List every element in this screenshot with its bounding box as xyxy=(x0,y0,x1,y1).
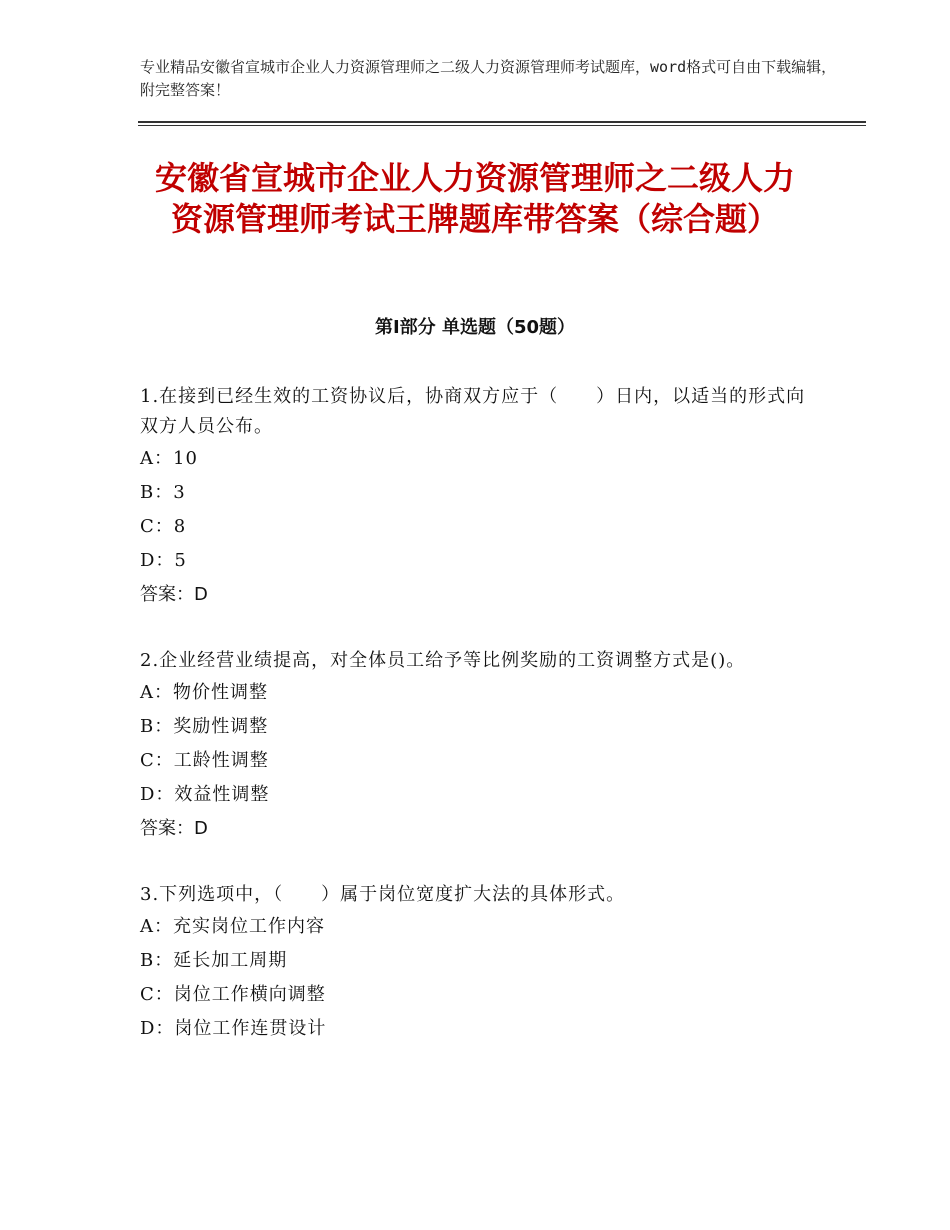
option-d: D：效益性调整 xyxy=(140,784,270,805)
option-b: B：奖励性调整 xyxy=(140,716,269,737)
header-divider-thick xyxy=(138,121,866,123)
option-a: A：物价性调整 xyxy=(140,682,268,703)
question-2 xyxy=(140,646,810,846)
document-title: 安徽省宣城市企业人力资源管理师之二级人力资源管理师考试王牌题库带答案（综合题） xyxy=(154,159,795,238)
answer: 答案：D xyxy=(140,584,208,605)
question-stem: 1.在接到已经生效的工资协议后，协商双方应于（ ）日内，以适当的形式向双方人员公布。 xyxy=(140,386,806,437)
option-c: C：岗位工作横向调整 xyxy=(140,984,326,1005)
section-title: 第Ⅰ部分 单选题（50题） xyxy=(374,317,575,338)
question-stem: 2.企业经营业绩提高，对全体员工给予等比例奖励的工资调整方式是()。 xyxy=(140,650,746,671)
answer: 答案：D xyxy=(140,818,208,839)
option-c: C：工龄性调整 xyxy=(140,750,269,771)
question-1 xyxy=(140,382,810,612)
header-note: 专业精品安徽省宣城市企业人力资源管理师之二级人力资源管理师考试题库，word格式可自由下载编辑，附完整答案！ xyxy=(140,58,837,99)
header-divider-thin xyxy=(138,125,866,126)
option-c: C：8 xyxy=(140,516,187,537)
option-b: B：延长加工周期 xyxy=(140,950,288,971)
question-3 xyxy=(140,880,810,1046)
option-d: D：岗位工作连贯设计 xyxy=(140,1018,327,1039)
option-d: D：5 xyxy=(140,550,187,571)
option-a: A：10 xyxy=(140,448,198,469)
question-stem: 3.下列选项中，（ ）属于岗位宽度扩大法的具体形式。 xyxy=(140,884,626,905)
question-list xyxy=(140,382,810,1080)
option-a: A：充实岗位工作内容 xyxy=(140,916,325,937)
option-b: B：3 xyxy=(140,482,186,503)
